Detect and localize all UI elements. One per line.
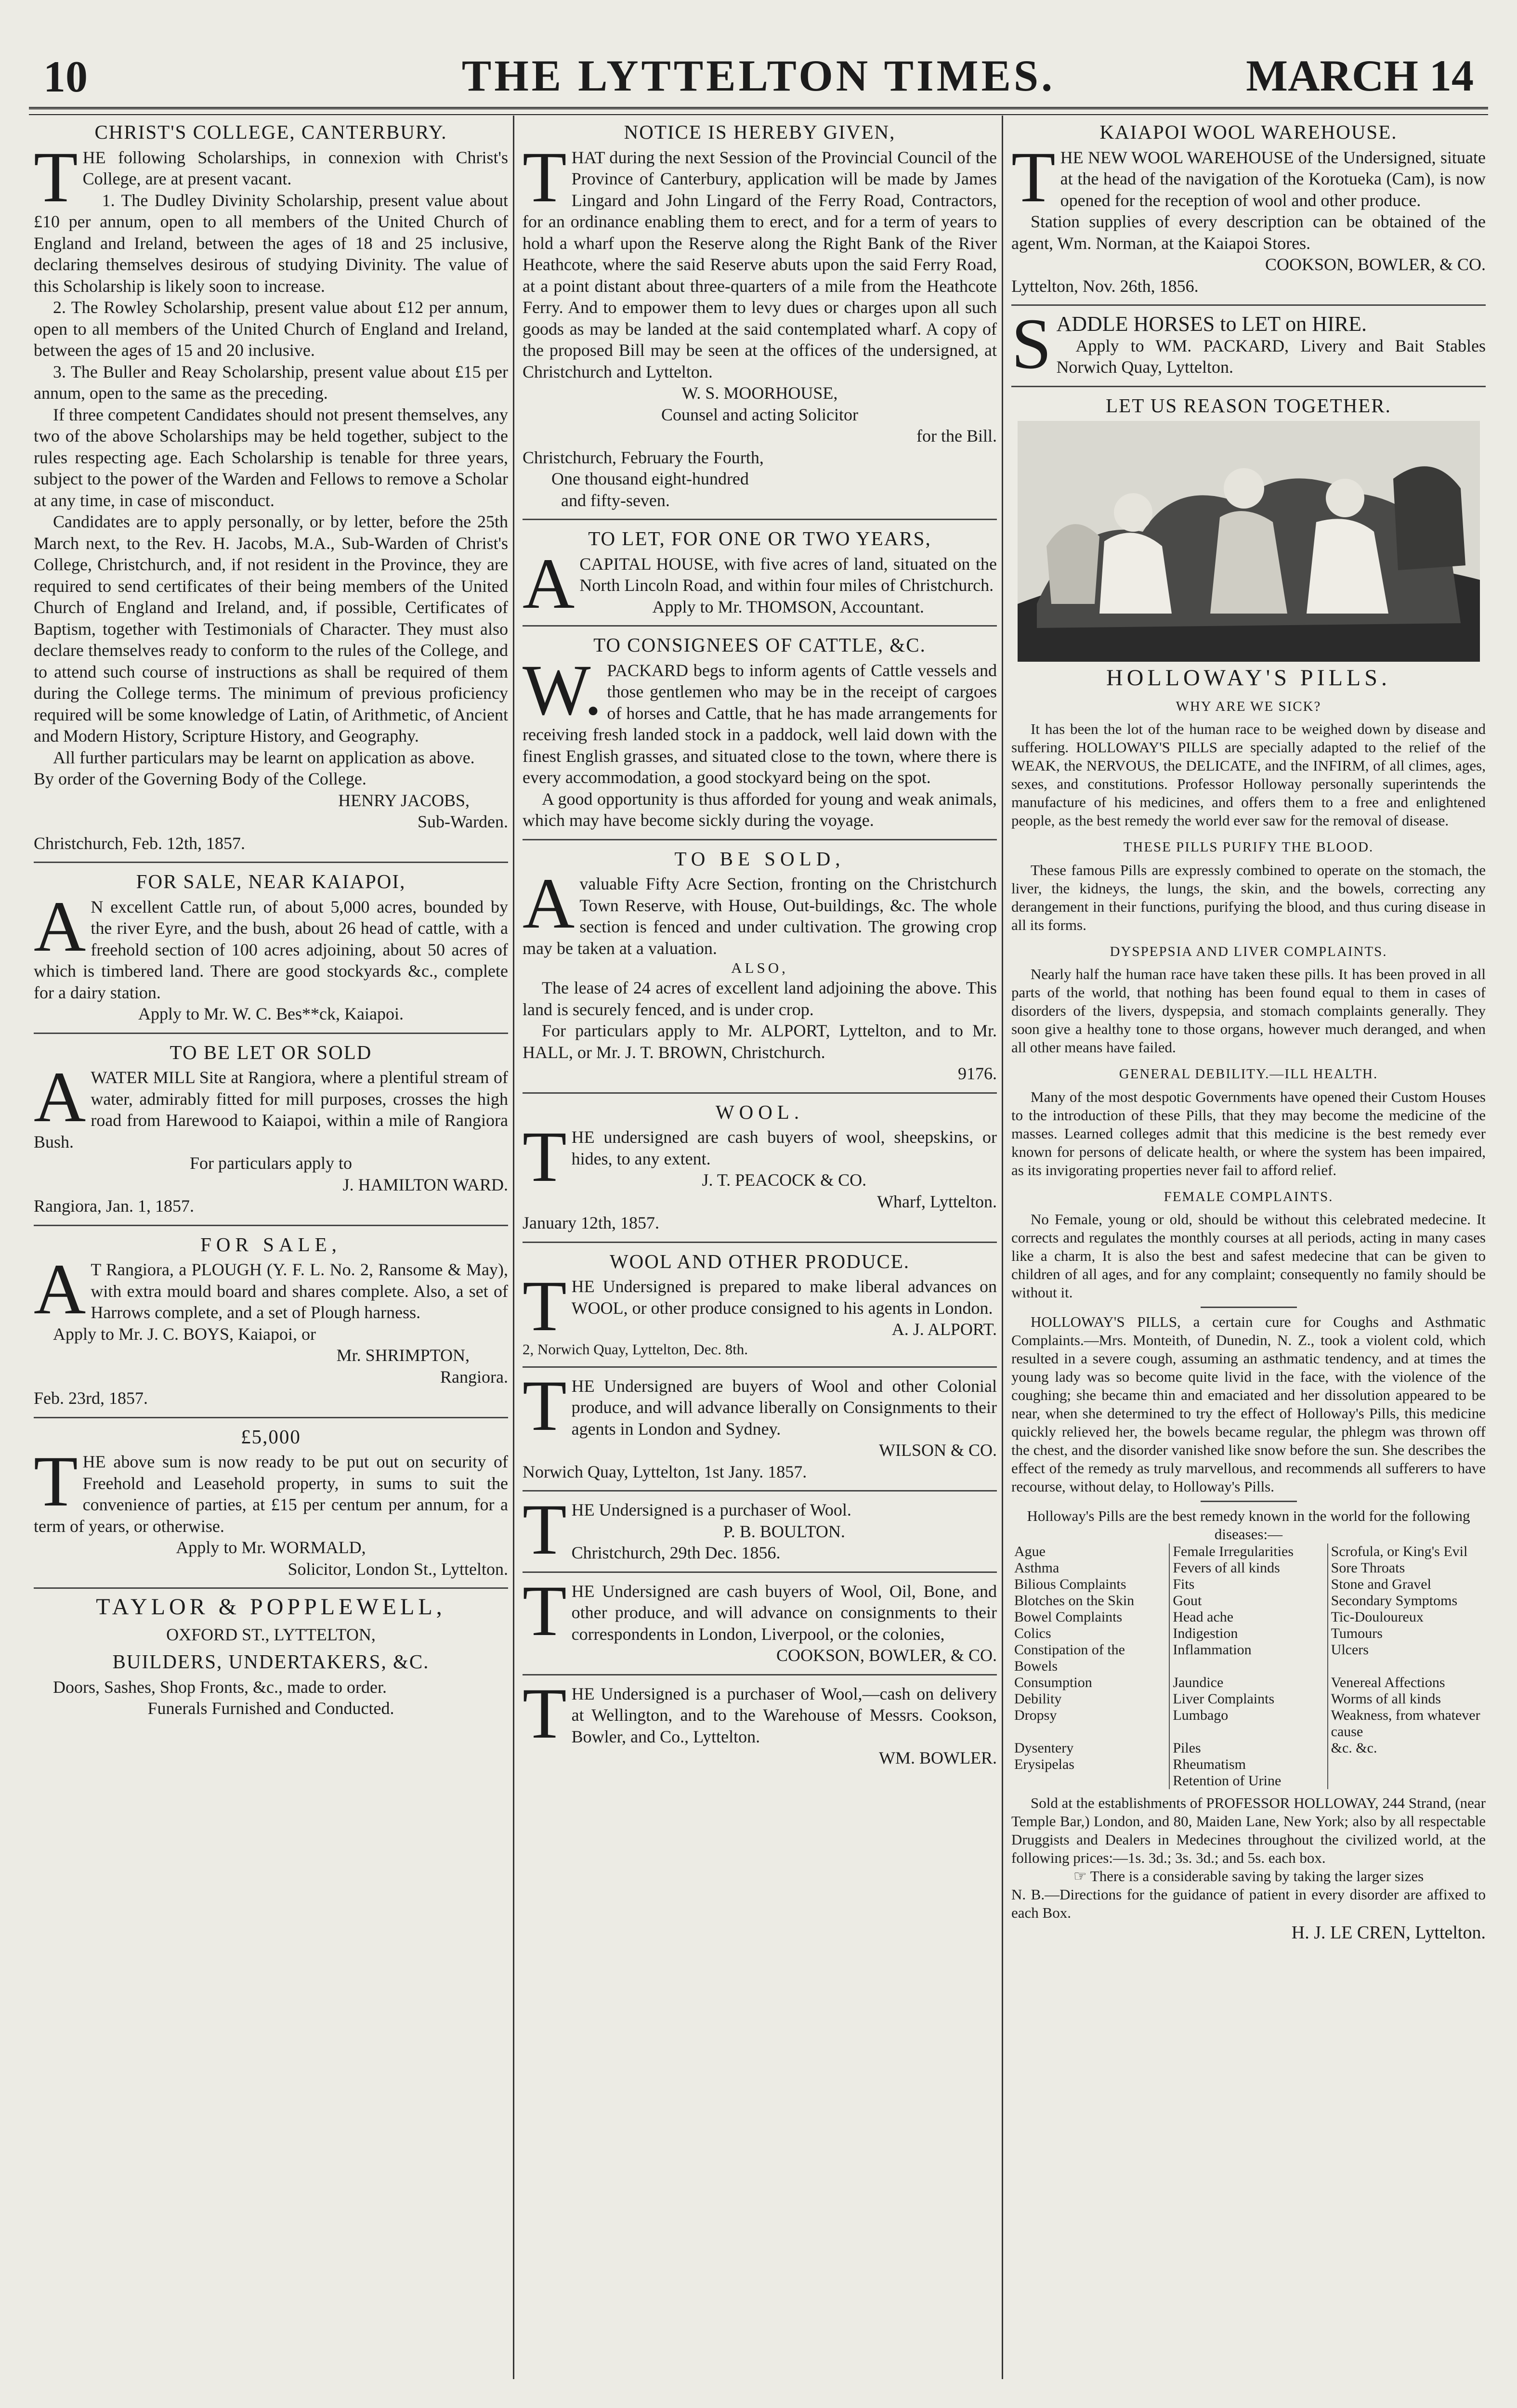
column-divider xyxy=(513,116,514,2379)
ad-body: THE Undersigned is a purchaser of Wool,—cash on delivery at Wellington, and to the Warehouse of Messrs. Cookson, Bowler, and Co., Lyttelton. xyxy=(523,1673,997,1754)
ad-order: By order of the Governing Body of the College. xyxy=(34,769,366,788)
ad-kaiapoi-warehouse xyxy=(1011,121,1486,297)
ad-title: TO BE SOLD, xyxy=(674,847,845,870)
disease-cell: Scrofula, or King's Evil xyxy=(1331,1544,1468,1559)
ad-reason: LET US REASON TOGETHER. xyxy=(1106,394,1391,417)
ad-body: AT Rangiora, a PLOUGH (Y. F. L. No. 2, Ransome & May), with extra mould board and shares complete. Also, a set of Harrows complete, and a set of Plough harness. xyxy=(34,1249,508,1329)
ad-title: FOR SALE, xyxy=(200,1233,341,1256)
disease-row xyxy=(1011,1691,1486,1707)
column-1 xyxy=(34,116,508,2394)
ad-divider xyxy=(34,1417,508,1418)
section-heading: THESE PILLS PURIFY THE BLOOD. xyxy=(1123,839,1374,855)
ad-divider xyxy=(1011,304,1486,306)
ad-title: FOR SALE, NEAR KAIAPOI, xyxy=(136,870,406,892)
disease-row xyxy=(1011,1740,1486,1756)
ad-divider xyxy=(523,1571,997,1573)
ad-body: THE Undersigned are buyers of Wool and other Colonial produce, and will advance liberally on Consignments to their agents in London and Sydney. xyxy=(523,1365,997,1446)
ad-body: THE above sum is now ready to be put out on security of Freehold and Leasehold property, in sums to suit the convenience of parties, at £15 per centum per annum, for a term of years, or otherwise. xyxy=(34,1441,508,1536)
ad-date: and fifty-seven. xyxy=(561,490,670,510)
disease-cell: &c. &c. xyxy=(1331,1740,1377,1756)
short-rule xyxy=(1201,1501,1297,1502)
page-number: 10 xyxy=(43,52,88,101)
ad-title: TAYLOR & POPPLEWELL, xyxy=(96,1594,446,1620)
ad-apply: For particulars apply to xyxy=(190,1153,352,1173)
disease-cell: Gout xyxy=(1169,1593,1327,1609)
disease-row xyxy=(1011,1675,1486,1691)
issue-date: MARCH 14 xyxy=(1246,51,1474,100)
ad-paragraph: Station supplies of every description can be obtained of the agent, Wm. Norman, at the Kaiapoi Stores. xyxy=(1011,212,1486,253)
ad-title: KAIAPOI WOOL WAREHOUSE. xyxy=(1099,121,1398,143)
disease-row xyxy=(1011,1642,1486,1675)
disease-cell: Dropsy xyxy=(1011,1707,1169,1740)
ad-water-mill xyxy=(34,1042,508,1217)
ad-saddle-horses xyxy=(1011,304,1486,384)
disease-row xyxy=(1011,1609,1486,1625)
ad-title: WOOL AND OTHER PRODUCE. xyxy=(609,1250,910,1272)
ad-paragraph: The lease of 24 acres of excellent land adjoining the above. This land is securely fenced, and is under crop. xyxy=(523,978,997,1019)
ad-paragraph: 1. The Dudley Divinity Scholarship, present value about £10 per annum, open to all members of the United Church of England and Ireland, between the ages of 18 and 25 inclusive, declaring themselves desirous of studying Divinity. The value of this Scholarship is likely soon to increase. xyxy=(34,190,508,296)
ad-paragraph: A good opportunity is thus afforded for young and weak animals, which may have become sickly during the voyage. xyxy=(523,789,997,830)
ad-signature: P. B. BOULTON. xyxy=(723,1521,845,1541)
ad-date: January 12th, 1857. xyxy=(523,1213,659,1232)
disease-cell: Blotches on the Skin xyxy=(1011,1593,1169,1609)
ad-signature: Solicitor, London St., Lyttelton. xyxy=(288,1559,508,1579)
ad-also: ALSO, xyxy=(731,959,788,976)
ad-signature-role: for the Bill. xyxy=(916,426,997,445)
disease-cell: Indigestion xyxy=(1169,1625,1327,1642)
ad-paragraph: 2. The Rowley Scholarship, present value about £12 per annum, open to all members of the United Church of England and Ireland, between the ages of 15 and 20 inclusive. xyxy=(34,298,508,360)
disease-cell: Tumours xyxy=(1331,1625,1383,1641)
ad-body: Avaluable Fifty Acre Section, fronting on the Christchurch Town Reserve, with House, Out-buildings, &c. The whole section is fenced and under cultivation. The growing crop may be taken at a valuation. xyxy=(523,864,997,958)
ad-date: Norwich Quay, Lyttelton, 1st Jany. 1857. xyxy=(523,1462,807,1481)
disease-cell: Debility xyxy=(1011,1691,1169,1707)
ad-divider xyxy=(34,1225,508,1226)
ad-title: TO LET, FOR ONE OR TWO YEARS, xyxy=(588,527,931,550)
ad-date: 2, Norwich Quay, Lyttelton, Dec. 8th. xyxy=(523,1340,748,1358)
ad-signature-role: Counsel and acting Solicitor xyxy=(661,405,858,424)
ad-title: TO CONSIGNEES OF CATTLE, &C. xyxy=(593,634,926,656)
ad-paragraph: For particulars apply to Mr. ALPORT, Lyttelton, and to Mr. HALL, or Mr. J. T. BROWN, Christchurch. xyxy=(523,1021,997,1062)
disease-cell: Ague xyxy=(1011,1544,1169,1560)
ad-paragraph: N. B.—Directions for the guidance of patient in every disorder are affixed to each Box. xyxy=(1011,1886,1486,1921)
ad-paragraph: No Female, young or old, should be without this celebrated medecine. It corrects and regulates the monthly courses at all periods, acting in many cases like a charm, It is also the best and safest medecine that can be given to children of all ages, and for any complaint; consequently no family should be without it. xyxy=(1011,1211,1486,1301)
ad-holloway xyxy=(1011,395,1486,1944)
ad-body: THE Undersigned are cash buyers of Wool, Oil, Bone, and other produce, and will advance on consignments to their correspondents in London, Liverpool, or the colonies, xyxy=(523,1570,997,1651)
ad-signature: WM. BOWLER. xyxy=(879,1748,997,1767)
ad-boulton xyxy=(523,1490,997,1570)
ad-number: 9176. xyxy=(958,1064,997,1083)
disease-cell: Female Irregularities xyxy=(1169,1544,1327,1560)
ad-saving xyxy=(1011,1867,1486,1885)
column-3 xyxy=(1011,116,1486,2394)
ad-paragraph: Nearly half the human race have taken these pills. It has been proved in all parts of the world, that nothing has been found equal to them in cases of disorders of the livers, dyspepsia, and stomach complaints generally. They soon give a healthy tone to those organs, however much deranged, and when all other means have failed. xyxy=(1011,966,1486,1056)
disease-cell: Fits xyxy=(1169,1576,1327,1593)
ad-paragraph: Candidates are to apply personally, or by letter, before the 25th March next, to the Rev. H. Jacobs, M.A., Sub-Warden of Christ's College, Christchurch, and, if not resident in the Province, they are required to send certificates of their being members of the United Church of England and Ireland, and, if possible, Certificates of Baptism, together with Testimonials of Character. They must also declare themselves ready to conform to the rules of the College, and to attend such course of instructions as shall be required of them during the College terms. The minimum of previous proficiency required will be some knowledge of Latin, of Arithmetic, of Ancient and Modern History, Scripture History, and Geography. xyxy=(34,512,508,746)
disease-cell: Rheumatism xyxy=(1169,1756,1327,1773)
ad-signature: HENRY JACOBS, xyxy=(338,790,470,810)
disease-row xyxy=(1011,1576,1486,1593)
ad-title: CHRIST'S COLLEGE, CANTERBURY. xyxy=(94,121,447,143)
ad-divider xyxy=(34,862,508,863)
ad-paragraph: All further particulars may be learnt on application as above. xyxy=(53,747,475,767)
ad-wool-produce xyxy=(523,1251,997,1359)
ad-signature-role: Sub-Warden. xyxy=(417,812,508,831)
ad-signature: WILSON & CO. xyxy=(879,1440,997,1460)
ad-date: One thousand eight-hundred xyxy=(551,469,749,488)
disease-row xyxy=(1011,1544,1486,1560)
ad-date: Christchurch, February the Fourth, xyxy=(523,447,764,467)
disease-cell: Sore Throats xyxy=(1331,1560,1405,1576)
ad-apply: Apply to Mr. THOMSON, Accountant. xyxy=(652,597,924,616)
section-heading: GENERAL DEBILITY.—ILL HEALTH. xyxy=(1119,1066,1378,1082)
masthead xyxy=(29,41,1488,114)
ad-paragraph: Many of the most despotic Governments have opened their Custom Houses to the introduction of these Pills, that they may become the medicine of the masses. Learned colleges admit that this medicine is the best remedy ever known for persons of delicate health, or where the system has been impaired, as its invigorating properties never fail to afford relief. xyxy=(1011,1088,1486,1178)
ad-date: Christchurch, 29th Dec. 1856. xyxy=(571,1543,781,1562)
ad-body: AN excellent Cattle run, of about 5,000 acres, bounded by the river Eyre, and the bush, about 26 head of cattle, with a freehold section of 100 acres adjoining, about 50 acres of which is timbered land. There are good stockyards &c., complete for a dairy station. xyxy=(34,886,508,1002)
ad-date: Christchurch, Feb. 12th, 1857. xyxy=(34,833,245,853)
ad-apply: Mr. SHRIMPTON, xyxy=(336,1346,470,1365)
disease-cell: Fevers of all kinds xyxy=(1169,1560,1327,1576)
ad-signature: COOKSON, BOWLER, & CO. xyxy=(776,1646,997,1665)
ad-signature: COOKSON, BOWLER, & CO. xyxy=(1265,255,1486,274)
disease-cell: Jaundice xyxy=(1169,1675,1327,1691)
ad-signature-role: Wharf, Lyttelton. xyxy=(877,1191,997,1211)
disease-cell: Liver Complaints xyxy=(1169,1691,1327,1707)
ad-date: Rangiora, Jan. 1, 1857. xyxy=(34,1196,194,1216)
disease-cell: Stone and Gravel xyxy=(1331,1576,1431,1592)
ad-divider xyxy=(523,1242,997,1243)
ad-divider xyxy=(523,1674,997,1675)
disease-cell xyxy=(1328,1773,1486,1789)
disease-cell: Erysipelas xyxy=(1011,1756,1169,1773)
newspaper-title: THE LYTTELTON TIMES. xyxy=(461,51,1056,100)
ad-body: ACAPITAL HOUSE, with five acres of land, situated on the North Lincoln Road, and within four miles of Christchurch. xyxy=(523,543,997,624)
disease-cell: Weakness, from whatever cause xyxy=(1331,1707,1480,1740)
section-heading: WHY ARE WE SICK? xyxy=(1176,698,1321,714)
ad-divider xyxy=(1011,386,1486,387)
ad-paragraph: These famous Pills are expressly combined to operate on the stomach, the liver, the kidneys, the lungs, the skin, and the bowels, correcting any derangement in their functions, purifying the blood, and thus curing disease in all its forms. xyxy=(1011,861,1486,933)
disease-cell: Inflammation xyxy=(1169,1642,1327,1675)
ad-bowler xyxy=(523,1673,997,1769)
ad-body: THE Undersigned is a purchaser of Wool. xyxy=(523,1490,851,1570)
pointing-hand-icon: ☞ xyxy=(1073,1868,1090,1885)
ad-plough xyxy=(34,1234,508,1409)
ad-divider xyxy=(523,1092,997,1094)
ad-wilson xyxy=(523,1365,997,1483)
disease-cell: Bilious Complaints xyxy=(1011,1576,1169,1593)
ad-body: W.PACKARD begs to inform agents of Cattle vessels and those gentlemen who may be in the receipt of cargoes of horses and Cattle, that he has made arrangements for receiving fresh landed stock in a paddock, well laid down with the finest English grasses, and situated close to the town, where there is every accommodation, a good stockyard being on the spot. xyxy=(523,650,997,787)
ad-wool xyxy=(523,1101,997,1234)
disease-row xyxy=(1011,1560,1486,1576)
disease-cell: Consumption xyxy=(1011,1675,1169,1691)
ad-notice xyxy=(523,121,997,511)
ad-apply: Apply to Mr. W. C. Bes**ck, Kaiapoi. xyxy=(138,1004,404,1023)
ad-paragraph: 3. The Buller and Reay Scholarship, present value about £15 per annum, open to the same as the preceding. xyxy=(34,362,508,403)
ad-body: THE Undersigned is prepared to make liberal advances on WOOL, or other produce consigned to his agents in London. xyxy=(523,1266,997,1346)
ad-kaiapoi-sale xyxy=(34,871,508,1025)
ad-divider xyxy=(34,1587,508,1589)
section-heading: DYSPEPSIA AND LIVER COMPLAINTS. xyxy=(1110,943,1387,959)
ad-to-be-sold xyxy=(523,848,997,1085)
disease-cell: Colics xyxy=(1011,1625,1169,1642)
disease-cell: Dysentery xyxy=(1011,1740,1169,1756)
ad-saving-text: There is a considerable saving by taking the larger sizes xyxy=(1090,1868,1424,1885)
disease-row xyxy=(1011,1593,1486,1609)
ad-signature: W. S. MOORHOUSE, xyxy=(681,383,838,403)
ad-body: Doors, Sashes, Shop Fronts, &c., made to order. xyxy=(53,1677,387,1697)
ad-divider xyxy=(523,519,997,520)
ad-paragraph: If three competent Candidates should not present themselves, any two of the above Scholarships may be held together, subject to the rules respecting age. Each Scholarship is tenable for three years, subject to the power of the Warden and Fellows to remove a Scholar at any time, in case of misconduct. xyxy=(34,405,508,510)
ad-apply: Rangiora. xyxy=(440,1367,508,1387)
ad-title: TO BE LET OR SOLD xyxy=(170,1041,372,1063)
ad-address: OXFORD ST., LYTTELTON, xyxy=(166,1624,376,1644)
ad-body: THAT during the next Session of the Provincial Council of the Province of Canterbury, application will be made by James Lingard and John Lingard of the Ferry Road, Contractors, for an ordinance enabling them to erect, and for a term of years to hold a wharf upon the Reserve along the Right Bank of the River Heathcote, where the said Reserve abuts upon the said Ferry Road, at a point distant about three-quarters of a mile from the Heathcote Ferry. And to empower them to levy dues or charges upon all such goods as may be landed at the said contemplated wharf. A copy of the proposed Bill may be seen at the offices of the undersigned, at Christchurch and Lyttelton. xyxy=(523,137,997,381)
ad-divider xyxy=(523,1490,997,1492)
disease-table xyxy=(1011,1544,1486,1789)
disease-cell: Head ache xyxy=(1169,1609,1327,1625)
ad-body: THE undersigned are cash buyers of wool, sheepskins, or hides, to any extent. xyxy=(523,1117,997,1197)
disease-cell: Retention of Urine xyxy=(1169,1773,1327,1789)
ad-cookson xyxy=(523,1570,997,1666)
engraving-illustration xyxy=(1018,421,1480,662)
disease-cell: Tic-Douloureux xyxy=(1331,1609,1424,1625)
disease-cell: Ulcers xyxy=(1331,1642,1369,1658)
disease-row xyxy=(1011,1773,1486,1789)
ad-signature: H. J. LE CREN, Lyttelton. xyxy=(1291,1923,1486,1943)
ad-to-let xyxy=(523,527,997,624)
disease-cell xyxy=(1011,1773,1169,1789)
disease-row xyxy=(1011,1707,1486,1740)
disease-cell: Secondary Symptoms xyxy=(1331,1593,1458,1609)
ad-signature: J. HAMILTON WARD. xyxy=(342,1175,508,1194)
ad-paragraph: It has been the lot of the human race to be weighed down by disease and suffering. HOLLOWAY'S PILLS are specially adapted to the relief of the WEAK, the NERVOUS, the DELICATE, and the INFIRM, of all climes, ages, sexes, and constitutions. Professor Holloway personally superintends the manufacture of his medicines, and offers them to a free and enlightened people, as the best remedy the world ever saw for the removal of disease. xyxy=(1011,720,1486,829)
disease-row xyxy=(1011,1625,1486,1642)
ad-apply: Apply to Mr. WORMALD, xyxy=(176,1538,366,1557)
section-heading: FEMALE COMPLAINTS. xyxy=(1164,1189,1334,1204)
ad-date: Lyttelton, Nov. 26th, 1856. xyxy=(1011,276,1199,296)
ad-apply: Apply to Mr. J. C. BOYS, Kaiapoi, or xyxy=(53,1324,316,1344)
column-2 xyxy=(523,116,997,2394)
header-rule xyxy=(29,107,1488,115)
disease-cell: Bowel Complaints xyxy=(1011,1609,1169,1625)
disease-cell: Piles xyxy=(1169,1740,1327,1756)
ad-money-loan xyxy=(34,1426,508,1580)
ad-body: THE NEW WOOL WAREHOUSE of the Undersigned, situate at the head of the navigation of the Korotueka (Cam), is now opened for the reception of wool and other produce. xyxy=(1011,137,1486,217)
ad-paragraph: HOLLOWAY'S PILLS, a certain cure for Coughs and Asthmatic Complaints.—Mrs. Monteith, of Dunedin, N. Z., took a violent cold, which resulted in a severe cough, assuming an asthmatic tendency, and at times the young lady was so become quite livid in the face, with the violence of the coughing; she became thin and emaciated and her dissolution appeared to be near, when she determined to try the effect of Holloway's Pills, this medicine quickly relieved her, the bowels became regular, the phlegm was thrown off the chest, and the disorder vanished like snow before the sun. She describes the effect of the remedy as truly marvellous, and recommends all sufferers to have recourse, without delay, to Holloway's Pills. xyxy=(1011,1313,1486,1495)
ad-title: £5,000 xyxy=(241,1425,301,1448)
ad-body: AWATER MILL Site at Rangiora, where a plentiful stream of water, admirably fitted for mill purposes, crosses the high road from Harewood to Kaiapoi, within a mile of Rangiora Bush. xyxy=(34,1057,508,1152)
ad-divider xyxy=(523,839,997,840)
disease-row xyxy=(1011,1756,1486,1773)
ad-body: THE following Scholarships, in connexion with Christ's College, are at present vacant. xyxy=(34,137,508,217)
disease-cell: Constipation of the Bowels xyxy=(1011,1642,1169,1675)
disease-cell xyxy=(1328,1756,1486,1773)
ad-consignees xyxy=(523,634,997,831)
ad-body: SADDLE HORSES to LET on HIRE. xyxy=(1011,304,1367,384)
ad-apply: Apply to WM. PACKARD, Livery and Bait Stables Norwich Quay, Lyttelton. xyxy=(1056,336,1486,377)
disease-cell: Worms of all kinds xyxy=(1331,1691,1441,1707)
ad-christs-college xyxy=(34,121,508,854)
ad-signature: J. T. PEACOCK & CO. xyxy=(702,1170,867,1190)
ad-trade: BUILDERS, UNDERTAKERS, &C. xyxy=(112,1650,430,1673)
ad-title: NOTICE IS HEREBY GIVEN, xyxy=(624,121,896,143)
ad-taylor-popplewell xyxy=(34,1594,508,1719)
ad-title: WOOL. xyxy=(715,1100,804,1123)
ad-signature: A. J. ALPORT. xyxy=(891,1320,997,1339)
ad-title: HOLLOWAY'S PILLS. xyxy=(1106,665,1391,691)
ad-date: Feb. 23rd, 1857. xyxy=(34,1388,148,1408)
ad-paragraph: Sold at the establishments of PROFESSOR HOLLOWAY, 244 Strand, (near Temple Bar,) London, and 80, Maiden Lane, New York; also by all respectable Druggists and Dealers in Medecines throughout the civilized world, at the following prices:—1s. 3d.; 3s. 3d.; and 5s. each box. xyxy=(1011,1794,1486,1866)
column-divider xyxy=(1002,116,1003,2379)
disease-cell: Asthma xyxy=(1011,1560,1169,1576)
disease-cell: Venereal Affections xyxy=(1331,1675,1445,1690)
ad-divider xyxy=(34,1033,508,1034)
ad-divider xyxy=(523,1366,997,1368)
short-rule xyxy=(1201,1307,1297,1308)
disease-table-intro: Holloway's Pills are the best remedy known in the world for the following diseases:— xyxy=(1027,1507,1470,1543)
ad-divider xyxy=(523,625,997,627)
disease-cell: Lumbago xyxy=(1169,1707,1327,1740)
ad-funerals: Funerals Furnished and Conducted. xyxy=(147,1699,394,1718)
